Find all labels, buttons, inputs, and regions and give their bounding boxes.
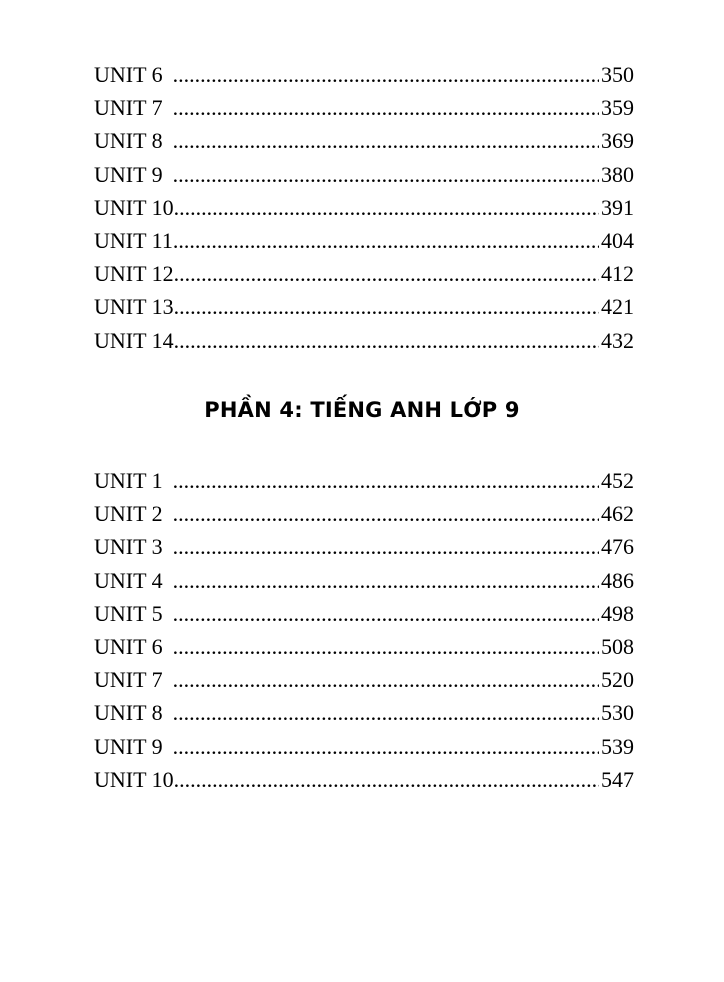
dot-leader: [173, 91, 599, 124]
dot-leader: [173, 597, 599, 630]
dot-leader: [173, 497, 599, 530]
section-heading: PHẦN 4: TIẾNG ANH LỚP 9: [204, 398, 520, 422]
toc-entry[interactable]: [94, 257, 634, 290]
dot-leader: [173, 630, 599, 663]
dot-leader: [174, 257, 599, 290]
toc-entry[interactable]: [94, 124, 634, 157]
toc-entry[interactable]: [94, 58, 634, 91]
toc-entry-page: 547: [601, 766, 634, 792]
toc-entry[interactable]: [94, 324, 634, 357]
toc-entry-label: UNIT 7: [94, 95, 163, 121]
toc-entry-label: UNIT 7: [94, 667, 163, 693]
toc-entry-label: UNIT 6: [94, 633, 163, 659]
toc-entry[interactable]: [94, 597, 634, 630]
toc-entry[interactable]: [94, 663, 634, 696]
toc-entry-label: UNIT 14: [94, 327, 174, 353]
dot-leader: [173, 464, 599, 497]
dot-leader: [173, 224, 599, 257]
toc-entry-page: 369: [601, 128, 634, 154]
toc-entry-page: 498: [601, 600, 634, 626]
toc-entry-page: 359: [601, 95, 634, 121]
toc-entry[interactable]: [94, 464, 634, 497]
toc-entry-page: 404: [601, 227, 634, 253]
toc-entry-page: 462: [601, 501, 634, 527]
toc-entry-page: 350: [601, 62, 634, 87]
toc-entry-label: UNIT 5: [94, 600, 163, 626]
toc-entry[interactable]: [94, 290, 634, 323]
toc-entry[interactable]: [94, 696, 634, 729]
dot-leader: [173, 730, 599, 763]
toc-entry-page: 432: [601, 327, 634, 353]
toc-list-section-3: [94, 58, 634, 357]
toc-entry-page: 476: [601, 534, 634, 560]
toc-entry-label: UNIT 8: [94, 700, 163, 726]
toc-entry-page: 412: [601, 261, 634, 287]
dot-leader: [174, 763, 599, 796]
dot-leader: [174, 191, 599, 224]
toc-entry-label: UNIT 13: [94, 294, 174, 320]
toc-entry-label: UNIT 1: [94, 468, 163, 493]
toc-entry-page: 391: [601, 194, 634, 220]
dot-leader: [173, 158, 599, 191]
toc-entry[interactable]: [94, 497, 634, 530]
toc-entry-page: 452: [601, 468, 634, 493]
dot-leader: [173, 564, 599, 597]
toc-entry[interactable]: [94, 730, 634, 763]
dot-leader: [173, 663, 599, 696]
toc-entry[interactable]: [94, 530, 634, 563]
toc-entry-label: UNIT 11: [94, 227, 173, 253]
toc-entry-label: UNIT 10: [94, 766, 174, 792]
toc-entry[interactable]: [94, 564, 634, 597]
toc-entry-label: UNIT 8: [94, 128, 163, 154]
dot-leader: [173, 696, 599, 729]
toc-entry-page: 520: [601, 667, 634, 693]
toc-entry-label: UNIT 3: [94, 534, 163, 560]
toc-entry[interactable]: [94, 191, 634, 224]
toc-entry[interactable]: [94, 763, 634, 796]
toc-entry-page: 380: [601, 161, 634, 187]
toc-entry-label: UNIT 10: [94, 194, 174, 220]
dot-leader: [174, 324, 599, 357]
toc-entry-page: 421: [601, 294, 634, 320]
toc-entry-label: UNIT 6: [94, 62, 163, 87]
toc-entry-label: UNIT 9: [94, 733, 163, 759]
toc-entry-label: UNIT 12: [94, 261, 174, 287]
toc-entry-page: 486: [601, 567, 634, 593]
toc-entry[interactable]: [94, 91, 634, 124]
toc-entry-label: UNIT 2: [94, 501, 163, 527]
toc-entry[interactable]: [94, 224, 634, 257]
dot-leader: [173, 530, 599, 563]
toc-entry-page: 539: [601, 733, 634, 759]
dot-leader: [173, 58, 599, 91]
toc-entry-label: UNIT 9: [94, 161, 163, 187]
toc-entry-label: UNIT 4: [94, 567, 163, 593]
dot-leader: [174, 290, 599, 323]
dot-leader: [173, 124, 599, 157]
toc-entry[interactable]: [94, 158, 634, 191]
toc-entry[interactable]: [94, 630, 634, 663]
toc-entry-page: 530: [601, 700, 634, 726]
toc-entry-page: 508: [601, 633, 634, 659]
toc-list-section-4: [94, 464, 634, 796]
